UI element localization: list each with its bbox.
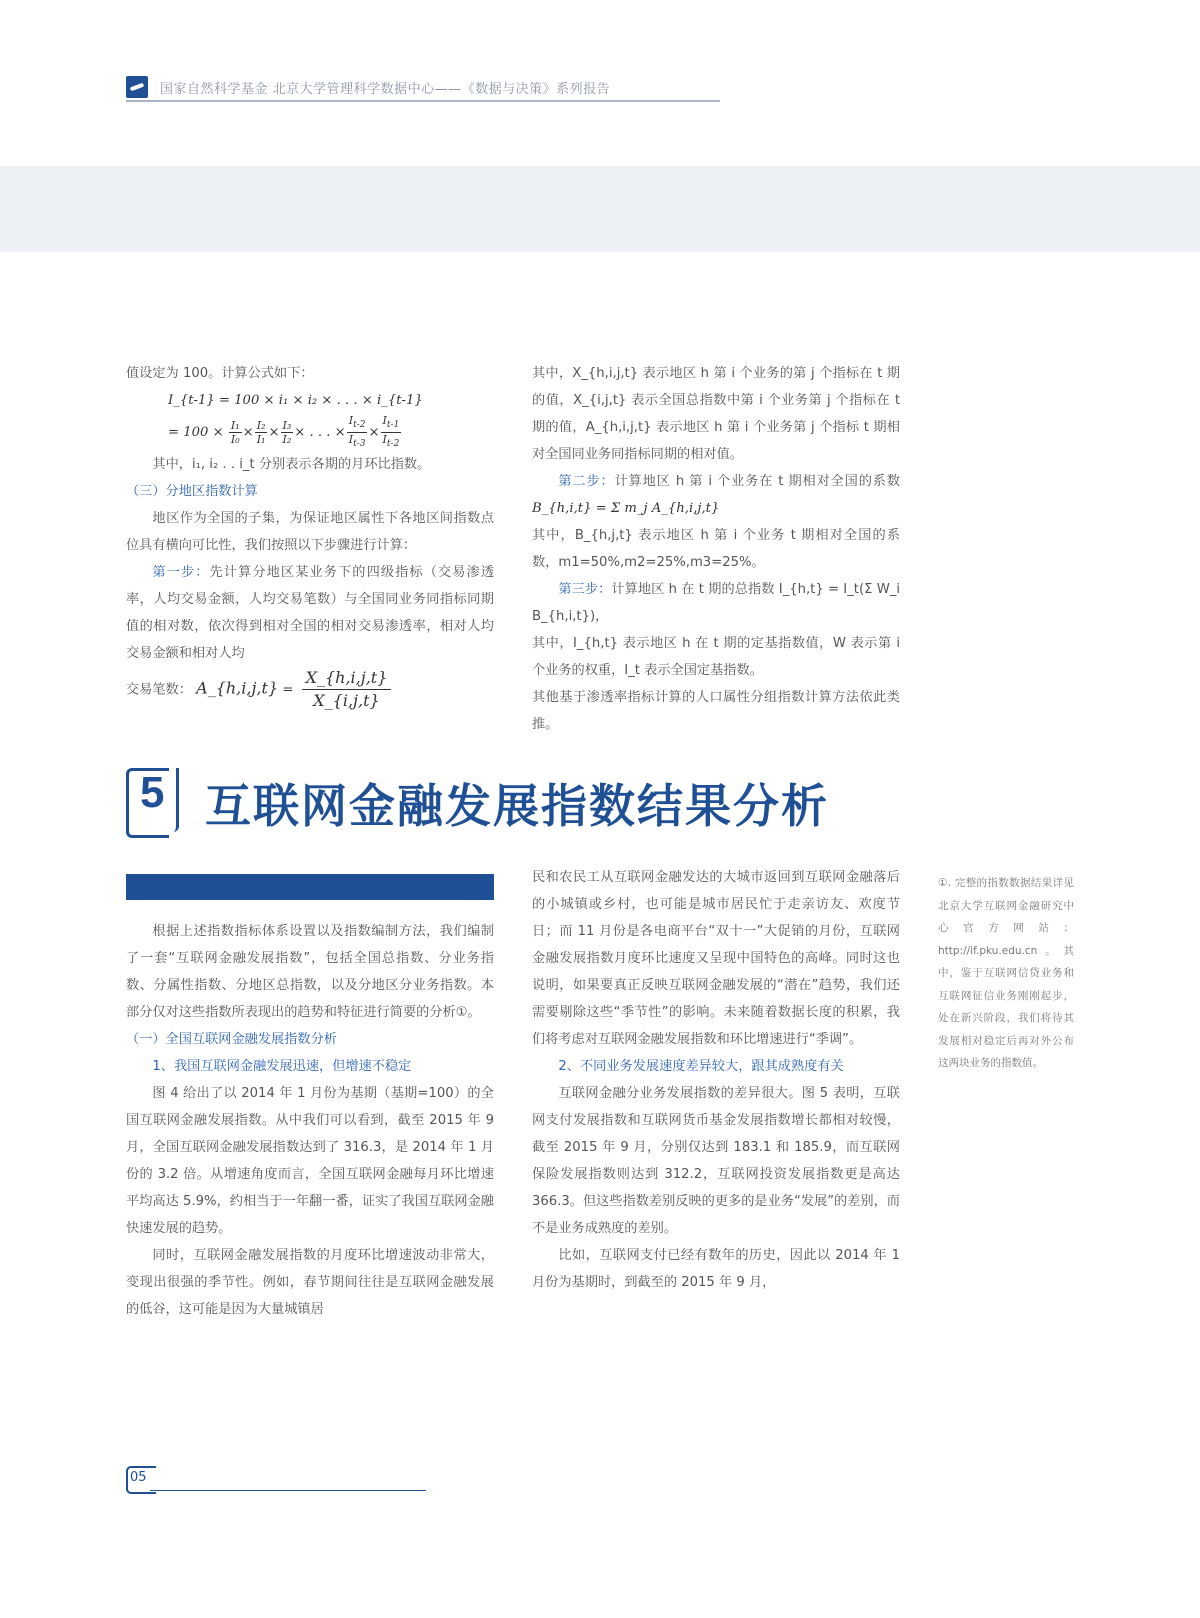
- left-column-bottom: [126, 918, 494, 1323]
- left-column-top: [126, 360, 494, 712]
- step-one: [126, 559, 494, 667]
- coefficient-explanation: 其中，B_{h,j,t} 表示地区 h 第 i 个业务 t 期相对全国的系数，m1=50%,m2=25%,m3=25%。: [532, 528, 900, 570]
- analysis-intro: 根据上述指数指标体系设置以及指数编制方法，我们编制了一套“互联网金融发展指数”，包括全国总指数、分业务指数、分属性指数、分地区总指数，以及分地区分业务指数。本部分仅对这些指数所表现出的趋势和特征进行简要的分析①。: [126, 924, 494, 1020]
- seasonality-paragraph: 同时，互联网金融发展指数的月度环比增速波动非常大，变现出很强的季节性。例如，春节期间往往是互联网金融发展的低谷，这可能是因为大量城镇居: [126, 1248, 494, 1317]
- right-column-top: [532, 360, 900, 738]
- section-color-bar: [126, 874, 494, 900]
- section-number-bracket: [166, 768, 179, 832]
- point-heading-1: 1、我国互联网金融发展迅速，但增速不稳定: [152, 1059, 412, 1074]
- step-one-label: 第一步：: [152, 565, 210, 581]
- report-logo-icon: [126, 76, 148, 98]
- running-header: 国家自然科学基金 北京大学管理科学数据中心——《数据与决策》系列报告: [160, 82, 611, 97]
- relative-formula-label: 交易笔数：: [126, 682, 192, 698]
- header-band: [0, 166, 1200, 252]
- footer-rule: [150, 1490, 426, 1491]
- business-index-paragraph: 互联网金融分业务发展指数的差异很大。图 5 表明，互联网支付发展指数和互联网货币基金发展指数增长都相对较慢，截至 2015 年 9 月，分别仅达到 183.1 和 185.9，而互联网保险发展指数则达到 312.2，互联网投资发展指数更是高达 366.3。但这些指数差别反映的更多的是业务“发展”的差别，而不是业务成熟度的差别。: [532, 1086, 900, 1236]
- step-three-text: 计算地区 h 在 t 期的总指数 I_{h,t} = I_t(Σ W_i B_{h,i,t})，: [532, 582, 900, 624]
- payment-history-paragraph: 比如，互联网支付已经有数年的历史，因此以 2014 年 1 月份为基期时，到截至的 2015 年 9 月，: [532, 1248, 900, 1290]
- right-column-bottom: [532, 864, 900, 1296]
- formula-fraction-chain: = 100 × $\frac{\text{I₁}}{\text{I₀}}$ × $\frac{\text{I₂}}{\text{I₁}}$ × $\frac{\text{I₃}}{\text{I₂}}$ × . . . × $\frac{I_{t-2}}{I_{t-3}}$ × $\frac{I_{t-1}}{I_{t-2}}$: [168, 414, 400, 450]
- step-two-label: 第二步：: [558, 474, 615, 489]
- step-three-label: 第三步：: [558, 582, 612, 597]
- seasonality-continued: 民和农民工从互联网金融发达的大城市返回到互联网金融落后的小城镇或乡村，也可能是城市居民忙于走亲访友、欢度节日；而 11 月份是各电商平台“双十一”大促销的月份，互联网金融发展指数月度环比速度又呈现中国特色的高峰。同时这也说明，如果要真正反映互联网金融发展的“潜在”趋势，我们还需要剔除这些“季节性”的影响。未来随着数据长度的积累，我们将考虑对互联网金融发展指数和环比增速进行“季调”。: [532, 870, 900, 1047]
- step-two-text: 计算地区 h 第 i 个业务在 t 期相对全国的系数: [614, 474, 901, 489]
- index-explanation: 其中，I_{h,t} 表示地区 h 在 t 期的定基指数值，W 表示第 i 个业务的权重，I_t 表示全国定基指数。: [532, 636, 900, 678]
- step-three: [532, 576, 900, 630]
- step-two: [532, 468, 900, 522]
- page-number: 05: [130, 1470, 147, 1485]
- step-one-text: 先计算分地区某业务下的四级指标（交易渗透率，人均交易金额，人均交易笔数）与全国同业务同指标同期值的相对数，依次得到相对全国的相对交易渗透率，相对人均交易金额和相对人均: [126, 565, 495, 662]
- section-number: 5: [140, 768, 165, 817]
- intro-line: 值设定为 100。计算公式如下：: [126, 366, 314, 381]
- formula-prefix: = 100 ×: [168, 425, 224, 441]
- subsection-heading-1: （一）全国互联网金融发展指数分析: [126, 1032, 337, 1047]
- relative-formula-den: X_{i,j,t}: [313, 691, 380, 711]
- formula-chain: I_{t-1} = 100 × i₁ × i₂ × . . . × i_{t-1}: [168, 393, 423, 408]
- formula-explanation: 其中，i₁, i₂ . . i_t 分别表示各期的月环比指数。: [152, 457, 431, 473]
- header-rule: [126, 100, 720, 102]
- point-heading-2: 2、不同业务发展速度差异较大，跟其成熟度有关: [558, 1059, 844, 1074]
- subsection-heading-3: （三）分地区指数计算: [126, 484, 258, 500]
- variable-definitions: 其中，X_{h,i,j,t} 表示地区 h 第 i 个业务的第 j 个指标在 t 期的值，X_{i,j,t} 表示全国总指数中第 i 个业务第 j 个指标在 t 期的值，A_{h,i,j,t} 表示地区 h 第 i 个业务第 j 个指标 t 期相对全国同业务同指标同期的相对值。: [532, 366, 900, 462]
- coefficient-formula: B_{h,i,t} = Σ m_j A_{h,i,j,t}: [532, 501, 720, 516]
- footnote: ①. 完整的指数数据结果详见北京大学互联网金融研究中心官方网站：http://if.pku.edu.cn。其中，鉴于互联网信贷业务和互联网征信业务刚刚起步，处在新兴阶段，我们将待其发展相对稳定后再对外公布这两块业务的指数值。: [938, 877, 1074, 1069]
- section-title: 互联网金融发展指数结果分析: [205, 779, 829, 833]
- method-note: 其他基于渗透率指标计算的人口属性分组指数计算方法依此类推。: [532, 690, 900, 732]
- relative-formula: 交易笔数： A_{h,i,j,t} = $\frac{X\_\{h,i,j,t\}}{X\_\{i,j,t\}}$: [126, 667, 494, 712]
- regional-intro: 地区作为全国的子集，为保证地区属性下各地区间指数点位具有横向可比性，我们按照以下步骤进行计算：: [126, 511, 494, 554]
- relative-formula-lhs: A_{h,i,j,t}: [196, 678, 279, 698]
- national-index-paragraph: 图 4 给出了以 2014 年 1 月份为基期（基期=100）的全国互联网金融发展指数。从中我们可以看到，截至 2015 年 9 月，全国互联网金融发展指数达到了 316.3，是 2014 年 1 月份的 3.2 倍。从增速角度而言，全国互联网金融每月环比增速平均高达 5.9%，约相当于一年翻一番，证实了我国互联网金融快速发展的趋势。: [126, 1086, 494, 1236]
- relative-formula-num: X_{h,i,j,t}: [302, 667, 392, 690]
